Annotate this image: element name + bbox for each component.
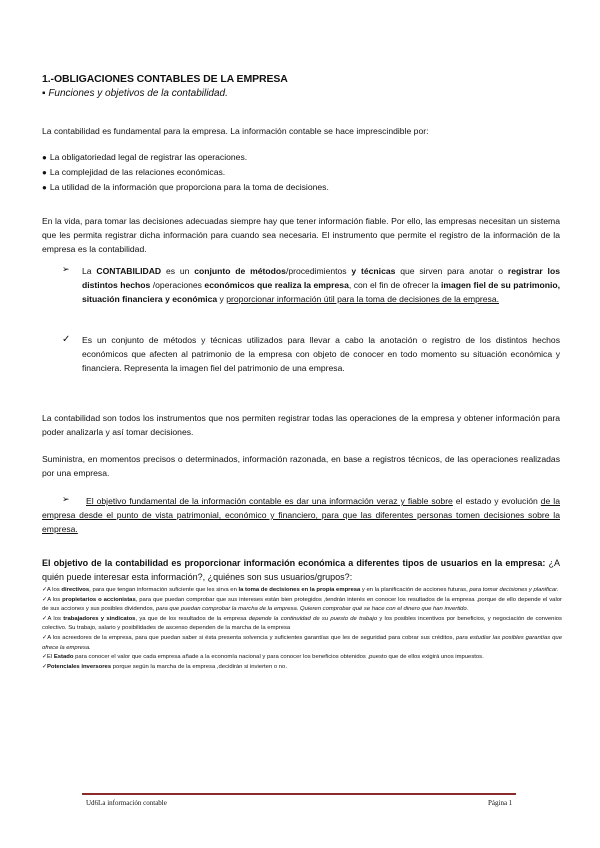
list-item: ● La complejidad de las relaciones económicas. (42, 167, 226, 177)
intro-paragraph: La contabilidad es fundamental para la empresa. La información contable se hace imprescindible por: (42, 126, 429, 136)
vida-paragraph: En la vida, para tomar las decisiones adecuadas siempre hay que tener información fiable. Por ello, las empresas necesitan un sistema que les permita registrar dicha información para cuando sea necesaria. El instrumento que permite el registro de la información de la empresa es la contabilidad. (42, 216, 560, 254)
footer-rule (82, 793, 516, 795)
bullet-icon: ● (42, 183, 47, 192)
objective-paragraph: El objetivo fundamental de la información contable es dar una información veraz y fiable sobre el estado y evolución de la empresa desde el punto de vista patrimonial, económico y financiero, para que las diferentes personas tomen decisiones sobre la empresa. (42, 496, 560, 534)
footer-chapter: Ud6La información contable (86, 799, 167, 807)
users-list (42, 586, 562, 672)
list-item: ✓A los directivos, para que tengan información suficiente que les sirva en la toma de decisiones en la propia empresa y en la planificación de acciones futuras, para tomar decisiones y planificar. (42, 587, 559, 593)
arrow-bullet-icon: ➢ (62, 494, 70, 504)
page-number: Página 1 (488, 799, 513, 807)
list-item: ● La obligatoriedad legal de registrar las operaciones. (42, 152, 248, 162)
instruments-paragraph: La contabilidad son todos los instrumentos que nos permiten registrar todas las operaciones de la empresa y obtener información para poder analizarla y así tomar decisiones. (42, 413, 560, 437)
bullet-icon: ● (42, 153, 47, 162)
bullet-icon: ● (42, 168, 47, 177)
section-subtitle: ▪ Funciones y objetivos de la contabilidad. (42, 88, 228, 99)
list-item: ✓El Estado para conocer el valor que cada empresa añade a la economía nacional y para conocer los beneficios obtenidos ,puesto que de ellos exigirá unos impuestos. (42, 654, 484, 661)
list-item: ✓A los trabajadores y sindicatos, ya que de los resultados de la empresa depende la continuidad de su puesto de trabajo y los posibles incentivos por beneficios, y negociación de convenios colectivo. Su trabajo, salario y posibilidades de ascenso dependen de la marcha de la empresa (42, 615, 562, 632)
arrow-bullet-icon: ➢ (62, 264, 70, 274)
section-title: 1.-OBLIGACIONES CONTABLES DE LA EMPRESA (42, 73, 288, 85)
list-item: ● La utilidad de la información que proporciona para la toma de decisiones. (42, 182, 329, 192)
supply-paragraph: Suministra, en momentos precisos o determinados, información razonada, en base a registros técnicos, de las operaciones realizadas por una empresa. (42, 454, 560, 478)
users-heading: El objetivo de la contabilidad es proporcionar información económica a diferentes tipos de usuarios en la empresa: ¿A quién puede interesar esta información?, ¿quiénes son sus usuarios/grupos?: (42, 558, 560, 582)
list-item: ✓Potenciales inversores porque según la marcha de la empresa ,decidirán si invierten o no. (42, 663, 287, 670)
definition-paragraph: La CONTABILIDAD es un conjunto de métodos/procedimientos y técnicas que sirven para anotar o registrar los distintos hechos /operaciones económicos que realiza la empresa, con el fin de ofrecer la imagen fiel de su patrimonio, situación financiera y económica y proporcionar información útil para la toma de decisiones de la empresa. (82, 266, 561, 304)
checkmark-icon: ✓ (62, 334, 71, 345)
second-definition-paragraph: Es un conjunto de métodos y técnicas utilizados para llevar a cabo la anotación o registro de los distintos hechos económicos que afecten al patrimonio de la empresa con objeto de conocer en todo momento su situación económica y financiera. Representa la imagen fiel del patrimonio de una empresa. (82, 335, 560, 373)
list-item: ✓A los acreedores de la empresa, para que puedan saber si ésta presenta solvencia y suficientes garantías que les de seguridad para cobrar sus créditos, para estudiar las posibles garantías que ofrece la empresa. (42, 634, 562, 651)
reasons-list (42, 150, 329, 195)
list-item: ✓A los propietarios o accionistas, para que puedan comprobar que sus intereses están bien protegidos ,tendrán interés en conocer los resultados de la empresa ,porque de ello depende el valor de sus acciones y sus posibles dividendos, para que puedan comprobar la marcha de la empresa. Quieren comprobar qué se hace con el dinero que han invertido. (42, 596, 562, 613)
